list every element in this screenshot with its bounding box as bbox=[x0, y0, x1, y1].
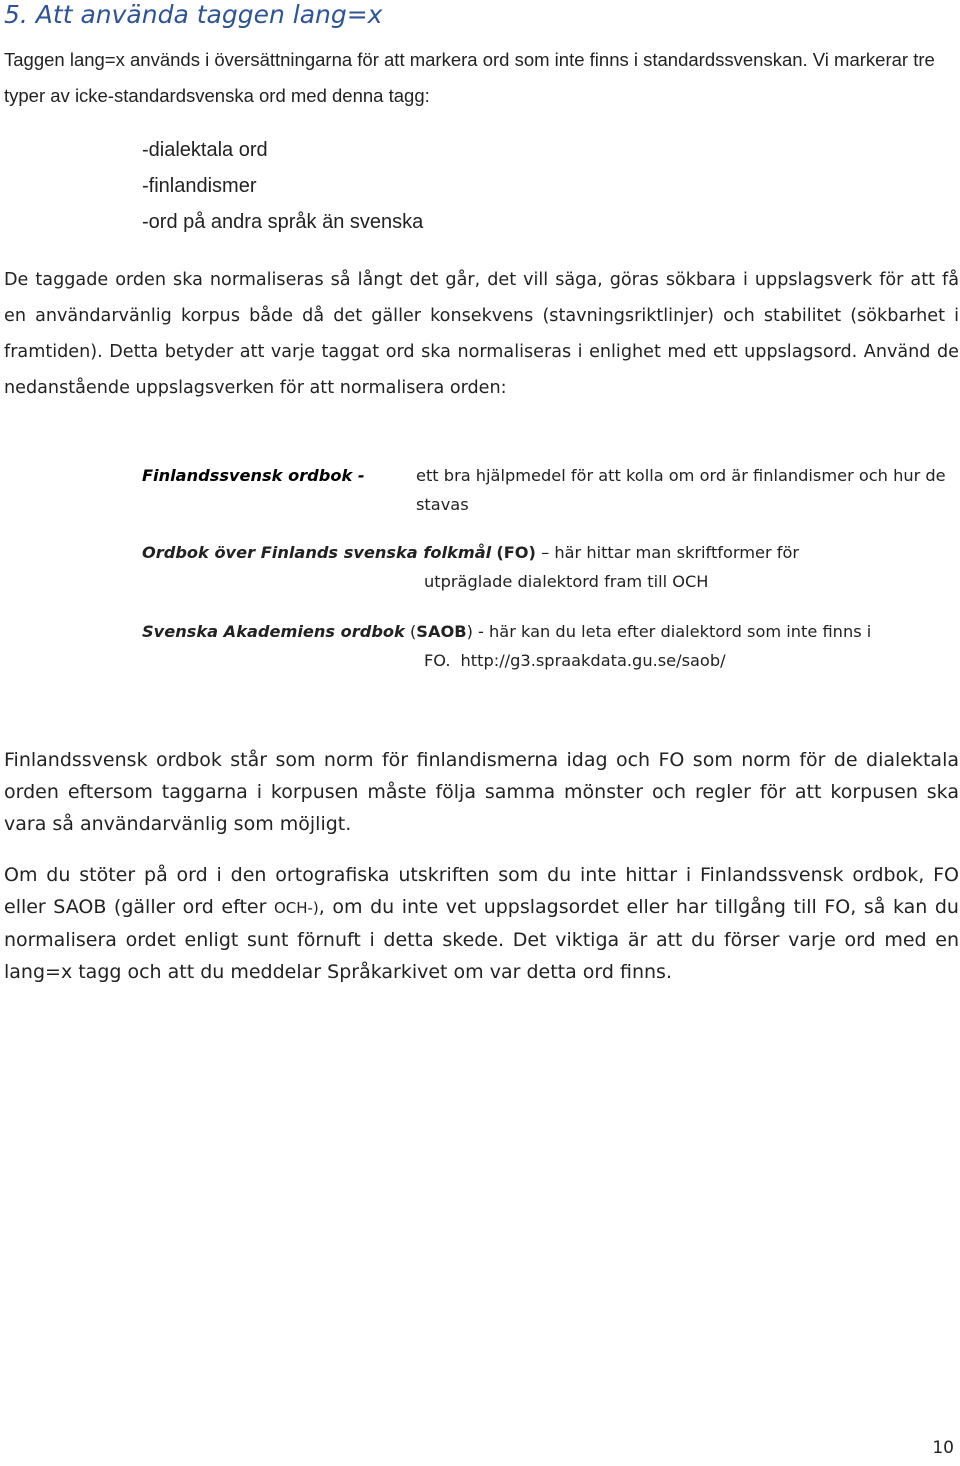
intro-paragraph: Taggen lang=x används i översättningarna för att markera ord som inte finns i standardssvenskan. Vi markerar tre typer av icke-standardsvenska ord med denna tagg: bbox=[4, 49, 935, 106]
dictionary-name-finlandssvensk: Finlandssvensk ordbok - bbox=[142, 466, 365, 485]
dictionary-desc-finlandssvensk: ett bra hjälpmedel för att kolla om ord är finlandismer och hur de stavas bbox=[416, 466, 946, 514]
dictionary-desc-saob-cont bbox=[424, 646, 726, 675]
page-number: 10 bbox=[932, 1438, 954, 1458]
final-paragraph-part1: Om du stöter på ord i den ortografiska utskriften som du inte hittar i Finlandssvensk ordbok, FO eller SAOB (gäller ord efter bbox=[4, 864, 959, 918]
word-type-list bbox=[142, 132, 423, 240]
final-paragraph bbox=[4, 859, 959, 988]
word-type-item: -ord på andra språk än svenska bbox=[142, 211, 424, 233]
norm-paragraph: Finlandssvensk ordbok står som norm för finlandismerna idag och FO som norm för de dialektala orden eftersom taggarna i korpusen måste följa samma mönster och regler för att korpusen ska vara så användarvänlig som möjligt. bbox=[4, 749, 959, 835]
dictionary-abbr-fo: (FO) bbox=[496, 543, 536, 562]
word-type-item: -finlandismer bbox=[142, 175, 257, 197]
dictionary-abbr-saob: SAOB bbox=[416, 622, 467, 641]
dictionary-name-saob: Svenska Akademiens ordbok bbox=[142, 622, 405, 641]
final-paragraph-part2: , om du inte vet uppslagsordet eller har tillgång till FO, så kan du normalisera ordet enligt sunt förnuft i detta skede. Det viktiga är att du förser varje ord med en lang=x tagg och att du meddelar Språkarkivet om var detta ord finns. bbox=[4, 896, 959, 983]
dictionary-entry-fo bbox=[142, 538, 902, 567]
dictionary-abbr-open: ( bbox=[409, 622, 417, 641]
normalization-paragraph: De taggade orden ska normaliseras så långt det går, det vill säga, göras sökbara i uppslagsverk för att få en användarvänlig korpus både då det gäller konsekvens (stavningsriktlinjer) och stabilitet (sökbarhet i framtiden). Detta betyder att varje taggat ord ska normaliseras i enlighet med ett uppslagsord. Använd de nedanstående uppslagsverken för att normalisera orden: bbox=[4, 270, 959, 398]
dictionary-desc-fo: – här hittar man skriftformer för bbox=[535, 543, 800, 562]
dictionary-entry-saob bbox=[142, 617, 958, 646]
saob-url: http://g3.spraakdata.gu.se/saob/ bbox=[460, 651, 726, 670]
final-paragraph-och: OCH-) bbox=[273, 899, 319, 917]
word-type-item: -dialektala ord bbox=[142, 139, 268, 161]
dictionary-desc-fo-cont: utpräglade dialektord fram till OCH bbox=[424, 572, 709, 591]
dictionary-desc-saob: ) - här kan du leta efter dialektord som inte finns i bbox=[466, 622, 872, 641]
dictionary-desc-saob-fo: FO. bbox=[424, 651, 451, 670]
section-heading: 5. Att använda taggen lang=x bbox=[4, 0, 383, 29]
dictionary-name-fo: Ordbok över Finlands svenska folkmål bbox=[142, 543, 492, 562]
